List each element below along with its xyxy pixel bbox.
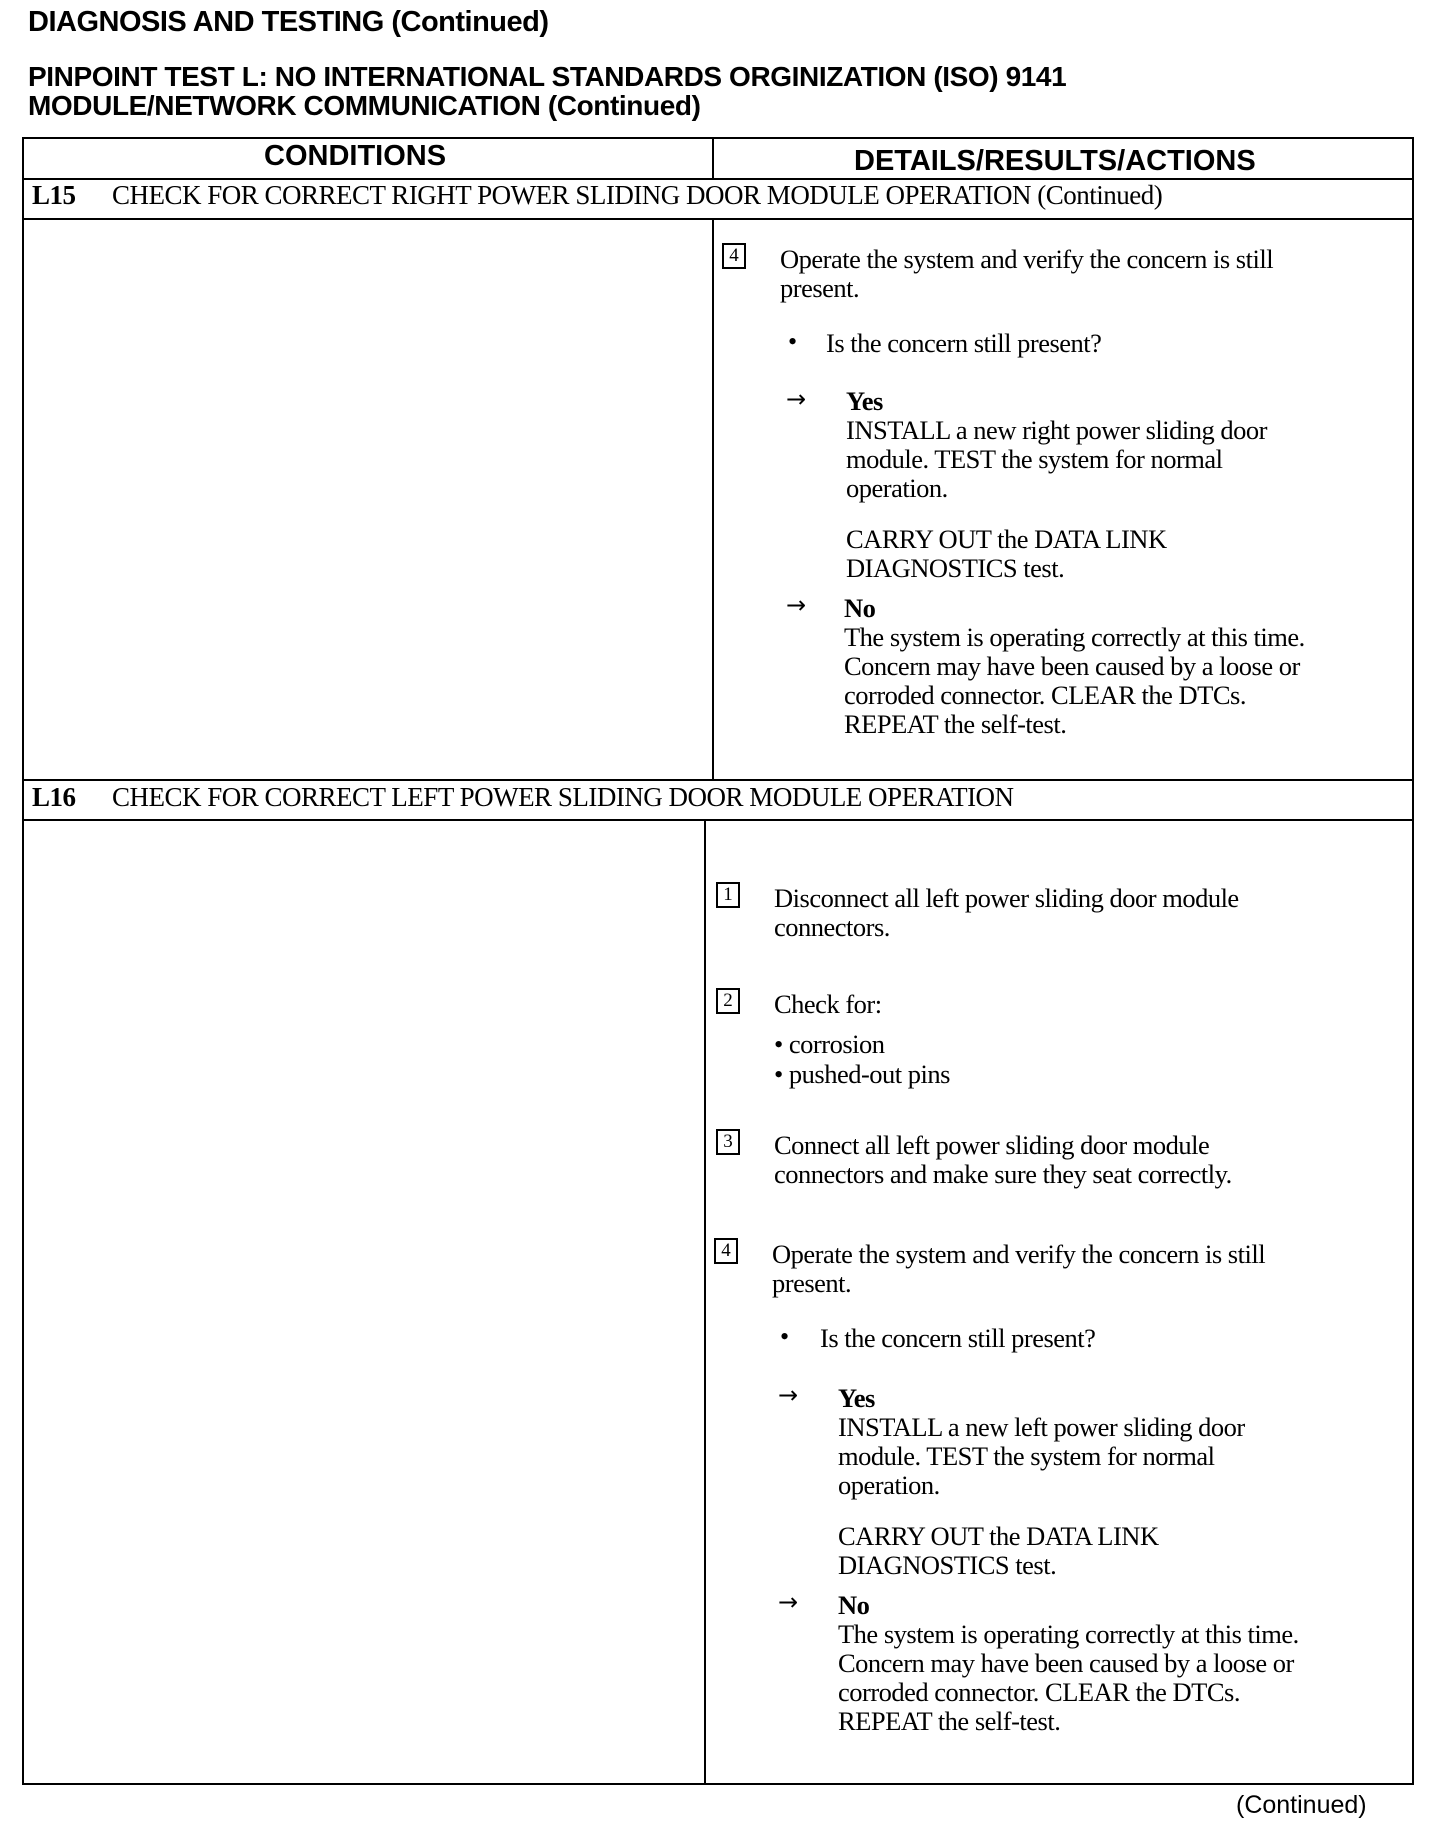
text-line: corroded connector. CLEAR the DTCs. bbox=[838, 1677, 1240, 1707]
text-line: Concern may have been caused by a loose or bbox=[844, 651, 1300, 681]
yes-label: Yes bbox=[838, 1383, 875, 1413]
l16-yes-result bbox=[838, 1384, 1245, 1580]
l16-step4-text bbox=[772, 1240, 1265, 1298]
column-divider bbox=[712, 219, 714, 780]
row-divider bbox=[24, 819, 1412, 821]
text-line: Concern may have been caused by a loose or bbox=[838, 1648, 1294, 1678]
test-title-line2: MODULE/NETWORK COMMUNICATION (Continued) bbox=[28, 90, 701, 121]
step-number-box: 4 bbox=[714, 1238, 738, 1264]
l16-step3-text bbox=[774, 1131, 1232, 1189]
text-line: DIAGNOSTICS test. bbox=[838, 1550, 1057, 1580]
text-line: CARRY OUT the DATA LINK bbox=[838, 1521, 1159, 1551]
l15-no-result bbox=[844, 594, 1305, 739]
bullet-icon: • bbox=[788, 327, 798, 356]
text-line: connectors. bbox=[774, 912, 890, 942]
text-line: module. TEST the system for normal bbox=[846, 444, 1223, 474]
step-l15-id: L15 bbox=[32, 180, 76, 210]
check-item: corrosion bbox=[788, 1029, 885, 1059]
l15-yes-result bbox=[846, 387, 1267, 583]
column-divider bbox=[704, 820, 706, 1785]
text-line: module. TEST the system for normal bbox=[838, 1441, 1215, 1471]
text-line: corroded connector. CLEAR the DTCs. bbox=[844, 680, 1246, 710]
yes-label: Yes bbox=[846, 386, 883, 416]
arrow-right-icon: → bbox=[778, 1381, 799, 1409]
l16-step1-text bbox=[774, 884, 1239, 942]
step-number-box: 4 bbox=[722, 243, 746, 269]
step-number-box: 3 bbox=[716, 1129, 740, 1155]
no-label: No bbox=[838, 1590, 870, 1620]
text-line: Disconnect all left power sliding door module bbox=[774, 883, 1239, 913]
text-line: present. bbox=[772, 1268, 852, 1298]
bullet-icon: • bbox=[780, 1322, 790, 1351]
text-line: DIAGNOSTICS test. bbox=[846, 553, 1065, 583]
l16-no-result bbox=[838, 1591, 1299, 1736]
column-divider bbox=[712, 139, 714, 180]
step-number-box: 1 bbox=[716, 882, 740, 908]
procedure-table bbox=[22, 137, 1414, 1785]
test-title-line1: PINPOINT TEST L: NO INTERNATIONAL STANDARDS ORGINIZATION (ISO) 9141 bbox=[28, 61, 1067, 92]
l16-step2-item: • corrosion bbox=[774, 1029, 885, 1059]
text-line: INSTALL a new left power sliding door bbox=[838, 1412, 1245, 1442]
l16-question: Is the concern still present? bbox=[820, 1323, 1096, 1353]
text-line: Operate the system and verify the concern is still bbox=[780, 244, 1274, 274]
arrow-right-icon: → bbox=[786, 385, 807, 413]
step-l15-title-row bbox=[32, 180, 1162, 211]
text-line: Operate the system and verify the concern is still bbox=[772, 1239, 1266, 1269]
page-header: DIAGNOSIS AND TESTING (Continued) bbox=[28, 6, 549, 38]
step-l16-id: L16 bbox=[32, 782, 76, 812]
text-line: Connect all left power sliding door module bbox=[774, 1130, 1210, 1160]
text-line: The system is operating correctly at this time. bbox=[844, 622, 1305, 652]
text-line: operation. bbox=[846, 473, 948, 503]
text-line: REPEAT the self-test. bbox=[838, 1706, 1061, 1736]
details-column-header: DETAILS/RESULTS/ACTIONS bbox=[854, 145, 1256, 177]
text-line: INSTALL a new right power sliding door bbox=[846, 415, 1267, 445]
text-line: The system is operating correctly at this time. bbox=[838, 1619, 1299, 1649]
check-item: pushed-out pins bbox=[788, 1059, 950, 1089]
text-line: CARRY OUT the DATA LINK bbox=[846, 524, 1167, 554]
row-divider bbox=[24, 779, 1412, 781]
arrow-right-icon: → bbox=[786, 591, 807, 619]
arrow-right-icon: → bbox=[778, 1588, 799, 1616]
step-l16-title: CHECK FOR CORRECT LEFT POWER SLIDING DOOR MODULE OPERATION bbox=[112, 782, 1014, 812]
test-title bbox=[28, 62, 1066, 120]
l15-question: Is the concern still present? bbox=[826, 328, 1102, 358]
continued-note: (Continued) bbox=[1236, 1791, 1367, 1819]
l16-step2-item: • pushed-out pins bbox=[774, 1059, 950, 1089]
text-line: operation. bbox=[838, 1470, 940, 1500]
conditions-column-header: CONDITIONS bbox=[264, 140, 447, 172]
text-line: connectors and make sure they seat correctly. bbox=[774, 1159, 1232, 1189]
no-label: No bbox=[844, 593, 876, 623]
text-line: present. bbox=[780, 273, 860, 303]
step-number-box: 2 bbox=[716, 988, 740, 1014]
step-l16-title-row bbox=[32, 782, 1014, 813]
step-l15-title: CHECK FOR CORRECT RIGHT POWER SLIDING DOOR MODULE OPERATION (Continued) bbox=[112, 180, 1163, 210]
l15-step4-text bbox=[780, 245, 1273, 303]
row-divider bbox=[24, 218, 1412, 220]
l16-step2-text: Check for: bbox=[774, 989, 882, 1019]
text-line: REPEAT the self-test. bbox=[844, 709, 1067, 739]
